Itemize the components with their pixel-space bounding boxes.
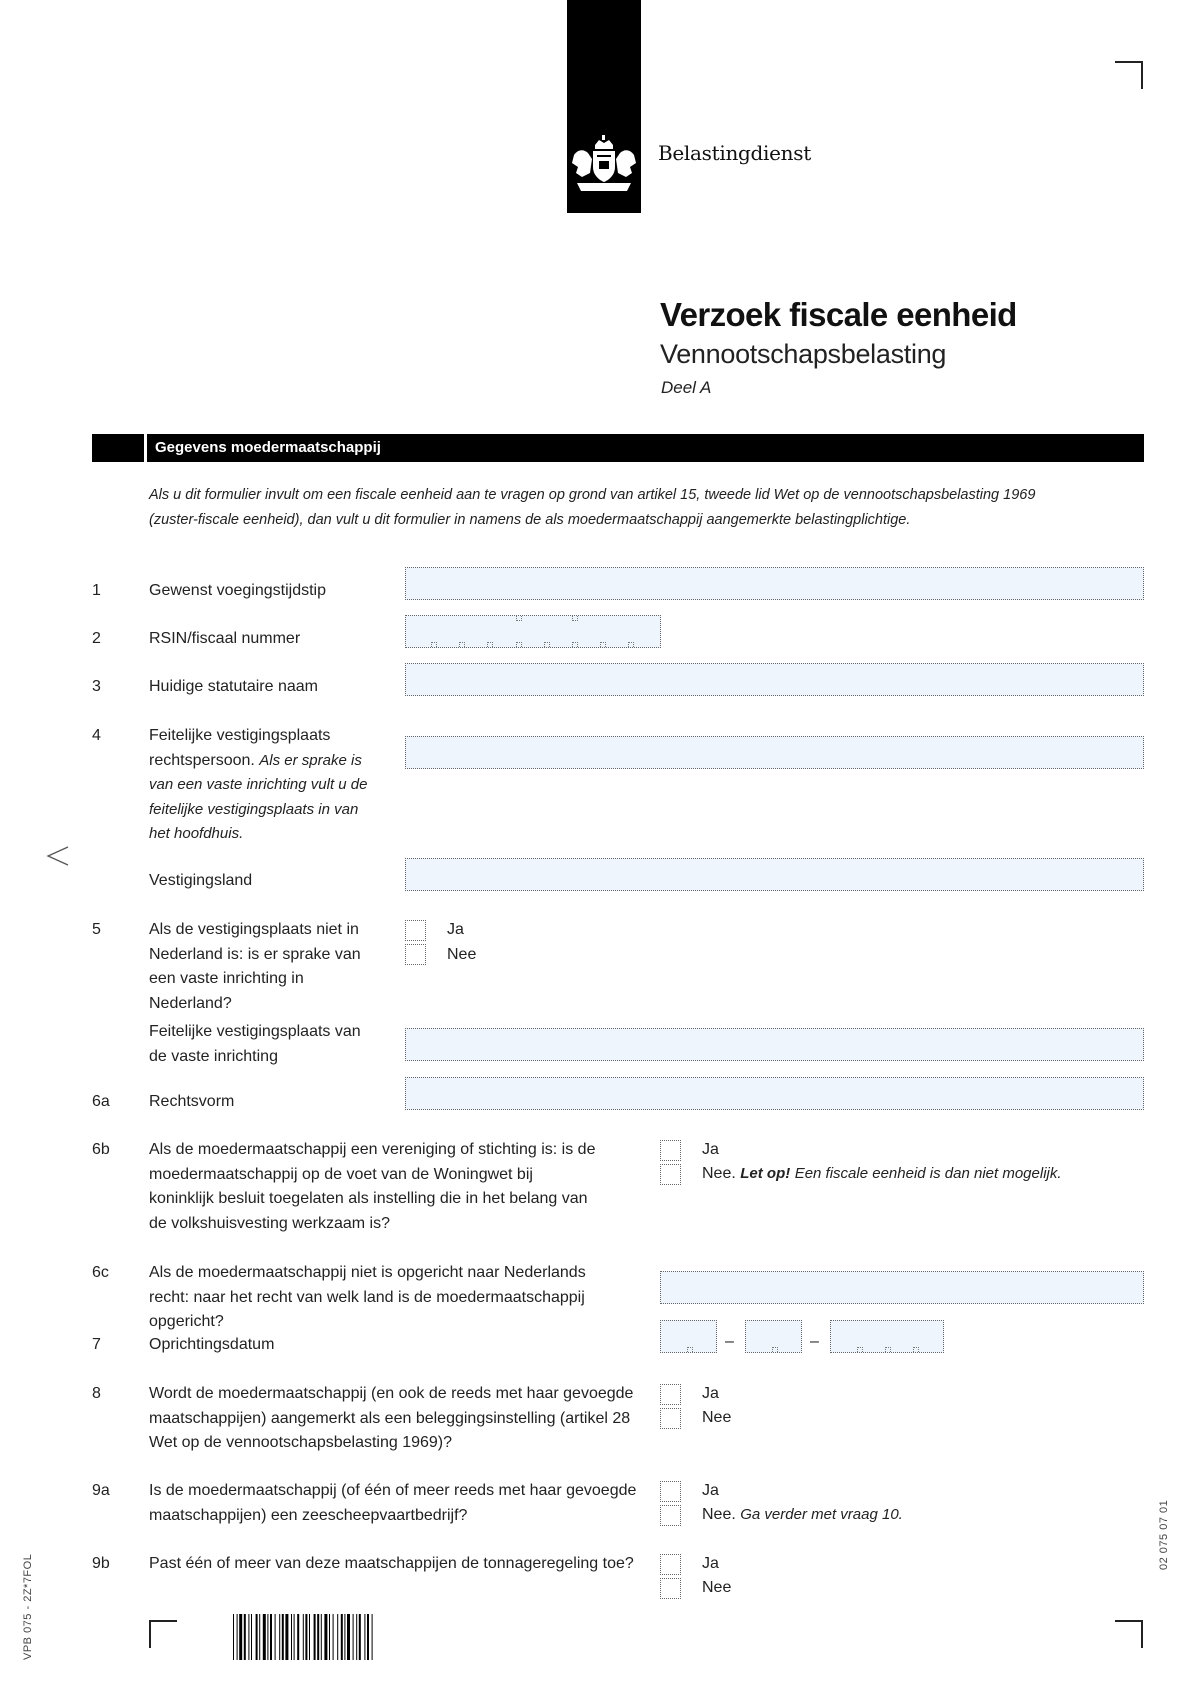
option-text: Nee. — [702, 1506, 736, 1523]
barcode-bar — [359, 1614, 361, 1660]
q9b-ja-checkbox[interactable] — [660, 1554, 681, 1575]
form-subtitle: Vennootschapsbelasting — [660, 339, 947, 369]
barcode-bar — [314, 1614, 316, 1660]
q9b-nee-checkbox[interactable] — [660, 1578, 681, 1599]
document-number: 02 075 07 01 — [1158, 1499, 1170, 1570]
q5-ja-checkbox[interactable] — [405, 920, 426, 941]
crop-mark-bottom-right — [1115, 1620, 1143, 1648]
oprichtingsdatum-month-field[interactable] — [745, 1320, 802, 1353]
barcode-bar — [324, 1614, 327, 1660]
vaste-inrichting-label: Feitelijke vestigingsplaats van de vaste inrichting — [149, 1023, 361, 1065]
q6b-nee-checkbox[interactable] — [660, 1164, 681, 1185]
question-label: Gewenst voegingstijdstip — [149, 582, 326, 599]
option-label — [702, 1165, 1062, 1183]
barcode-bar — [364, 1614, 365, 1660]
option-label: Ja — [447, 921, 464, 938]
question-number: 5 — [92, 921, 101, 938]
barcode-bar — [317, 1614, 319, 1660]
form-part: Deel A — [661, 378, 712, 397]
question-label: Rechtsvorm — [149, 1093, 235, 1110]
chevron-left-icon — [44, 843, 70, 869]
barcode-bar — [303, 1614, 304, 1660]
section-intro: Als u dit formulier invult om een fiscale eenheid aan te vragen op grond van artikel 15, tweede lid Wet op de vennootschapsbelasting 1969 (zuster-fiscale eenheid), dan vult u dit formulier in namens de als moedermaatschappij aangemerkte belastingplichtige. — [149, 487, 1036, 528]
option-label: Ja — [702, 1141, 719, 1158]
option-label: Nee — [447, 946, 477, 963]
q8-ja-checkbox[interactable] — [660, 1384, 681, 1405]
barcode-bar — [347, 1614, 350, 1660]
option-label: Nee — [702, 1579, 732, 1596]
question-number: 6a — [92, 1093, 110, 1110]
barcode-bar — [244, 1614, 246, 1660]
question-number: 6c — [92, 1264, 109, 1281]
barcode-bar — [305, 1614, 307, 1660]
warning-text: Let op! — [740, 1165, 791, 1182]
barcode-bar — [239, 1614, 242, 1660]
question-number: 3 — [92, 678, 101, 695]
vestigingsland-field[interactable] — [405, 858, 1144, 891]
option-label: Ja — [702, 1385, 719, 1402]
brand-name: Belastingdienst — [658, 141, 811, 165]
q9a-nee-checkbox[interactable] — [660, 1505, 681, 1526]
barcode-bar — [353, 1614, 354, 1660]
question-label: Als de moedermaatschappij een vereniging of stichting is: is de moedermaatschappij op de voet van de Woningwet bij koninklijk besluit toegelaten als instelling die in het belang van de volkshuisvesting werkzaam is? — [149, 1141, 596, 1232]
question-label: Wordt de moedermaatschappij (en ook de reeds met haar gevoegde maatschappijen) aangemerkt als een beleggingsinstelling (artikel 28 Wet op de vennootschapsbelasting 1969)? — [149, 1385, 634, 1451]
barcode-bar — [285, 1614, 288, 1660]
question-label: Huidige statutaire naam — [149, 678, 318, 695]
question-number: 4 — [92, 727, 101, 744]
barcode-bar — [279, 1614, 280, 1660]
barcode-bar — [356, 1614, 357, 1660]
option-note: Ga verder met vraag 10. — [740, 1506, 903, 1523]
oprichtingsdatum-year-field[interactable] — [830, 1320, 944, 1353]
barcode-bar — [267, 1614, 268, 1660]
option-label: Ja — [702, 1555, 719, 1572]
option-label: Nee — [702, 1409, 732, 1426]
form-code: VPB 075 - 2Z*7FOL — [22, 1553, 34, 1660]
barcode-bar — [329, 1614, 330, 1660]
question-label-main: Feitelijke vestigingsplaats rechtspersoon. — [149, 727, 331, 769]
barcode-bar — [251, 1614, 252, 1660]
rechtsvorm-field[interactable] — [405, 1077, 1144, 1110]
rsin-field[interactable] — [405, 615, 661, 648]
section-title: Gegevens moedermaatschappij — [155, 439, 381, 456]
question-number: 1 — [92, 582, 101, 599]
barcode-bar — [263, 1614, 266, 1660]
date-separator: – — [810, 1333, 819, 1350]
date-separator: – — [725, 1333, 734, 1350]
barcode-bar — [309, 1614, 310, 1660]
question-number: 2 — [92, 630, 101, 647]
question-label: Als de moedermaatschappij niet is opgericht naar Nederlands recht: naar het recht van welk land is de moedermaatschappij opgericht? — [149, 1264, 586, 1330]
statutaire-naam-field[interactable] — [405, 663, 1144, 696]
barcode-bar — [337, 1614, 338, 1660]
voegingstijdstip-field[interactable] — [405, 567, 1144, 600]
question-number: 7 — [92, 1336, 101, 1353]
question-number: 9b — [92, 1555, 110, 1572]
question-label — [149, 724, 369, 847]
question-label: Als de vestigingsplaats niet in Nederland is: is er sprake van een vaste inrichting in Nederland? — [149, 921, 361, 1012]
section-divider — [144, 434, 147, 462]
question-label: Oprichtingsdatum — [149, 1336, 275, 1353]
vestigingsplaats-field[interactable] — [405, 736, 1144, 769]
barcode-bar — [341, 1614, 343, 1660]
oprichtingsdatum-day-field[interactable] — [660, 1320, 717, 1353]
coat-of-arms-icon — [569, 135, 639, 197]
q5-nee-checkbox[interactable] — [405, 944, 426, 965]
barcode-bar — [256, 1614, 258, 1660]
barcode-bar — [294, 1614, 295, 1660]
option-label — [702, 1506, 903, 1524]
question-label: RSIN/fiscaal nummer — [149, 630, 301, 647]
q9a-ja-checkbox[interactable] — [660, 1481, 681, 1502]
crop-mark-top-right — [1115, 61, 1143, 89]
question-number: 6b — [92, 1141, 110, 1158]
barcode-bar — [344, 1614, 345, 1660]
question-label: Past één of meer van deze maatschappijen de tonnageregeling toe? — [149, 1555, 634, 1572]
barcode-bar — [259, 1614, 260, 1660]
barcode-bar — [248, 1614, 249, 1660]
barcode — [233, 1614, 495, 1660]
option-text: Nee. — [702, 1165, 736, 1182]
barcode-bar — [333, 1614, 334, 1660]
barcode-bar — [297, 1614, 299, 1660]
barcode-bar — [321, 1614, 322, 1660]
q8-nee-checkbox[interactable] — [660, 1408, 681, 1429]
question-number: 8 — [92, 1385, 101, 1402]
section-header — [92, 434, 1144, 462]
option-label: Ja — [702, 1482, 719, 1499]
question-label: Is de moedermaatschappij (of één of meer reeds met haar gevoegde maatschappijen) een zeescheepvaartbedrijf? — [149, 1482, 637, 1524]
vaste-inrichting-field[interactable] — [405, 1028, 1144, 1061]
question-number: 9a — [92, 1482, 110, 1499]
form-title: Verzoek fiscale eenheid — [660, 296, 1017, 333]
barcode-bar — [233, 1614, 234, 1660]
option-note: Een fiscale eenheid is dan niet mogelijk. — [794, 1165, 1062, 1182]
barcode-bar — [270, 1614, 272, 1660]
oprichtingsland-field[interactable] — [660, 1271, 1144, 1304]
barcode-bar — [291, 1614, 292, 1660]
barcode-bar — [237, 1614, 238, 1660]
barcode-bar — [282, 1614, 284, 1660]
q6b-ja-checkbox[interactable] — [660, 1140, 681, 1161]
question-note: Als er sprake is van een vaste inrichting vult u de feitelijke vestigingsplaats in van het hoofdhuis. — [149, 751, 368, 842]
vestigingsland-label: Vestigingsland — [149, 872, 253, 889]
barcode-bar — [367, 1614, 369, 1660]
barcode-bar — [372, 1614, 373, 1660]
crop-mark-bottom-left — [149, 1620, 177, 1648]
barcode-bar — [275, 1614, 276, 1660]
